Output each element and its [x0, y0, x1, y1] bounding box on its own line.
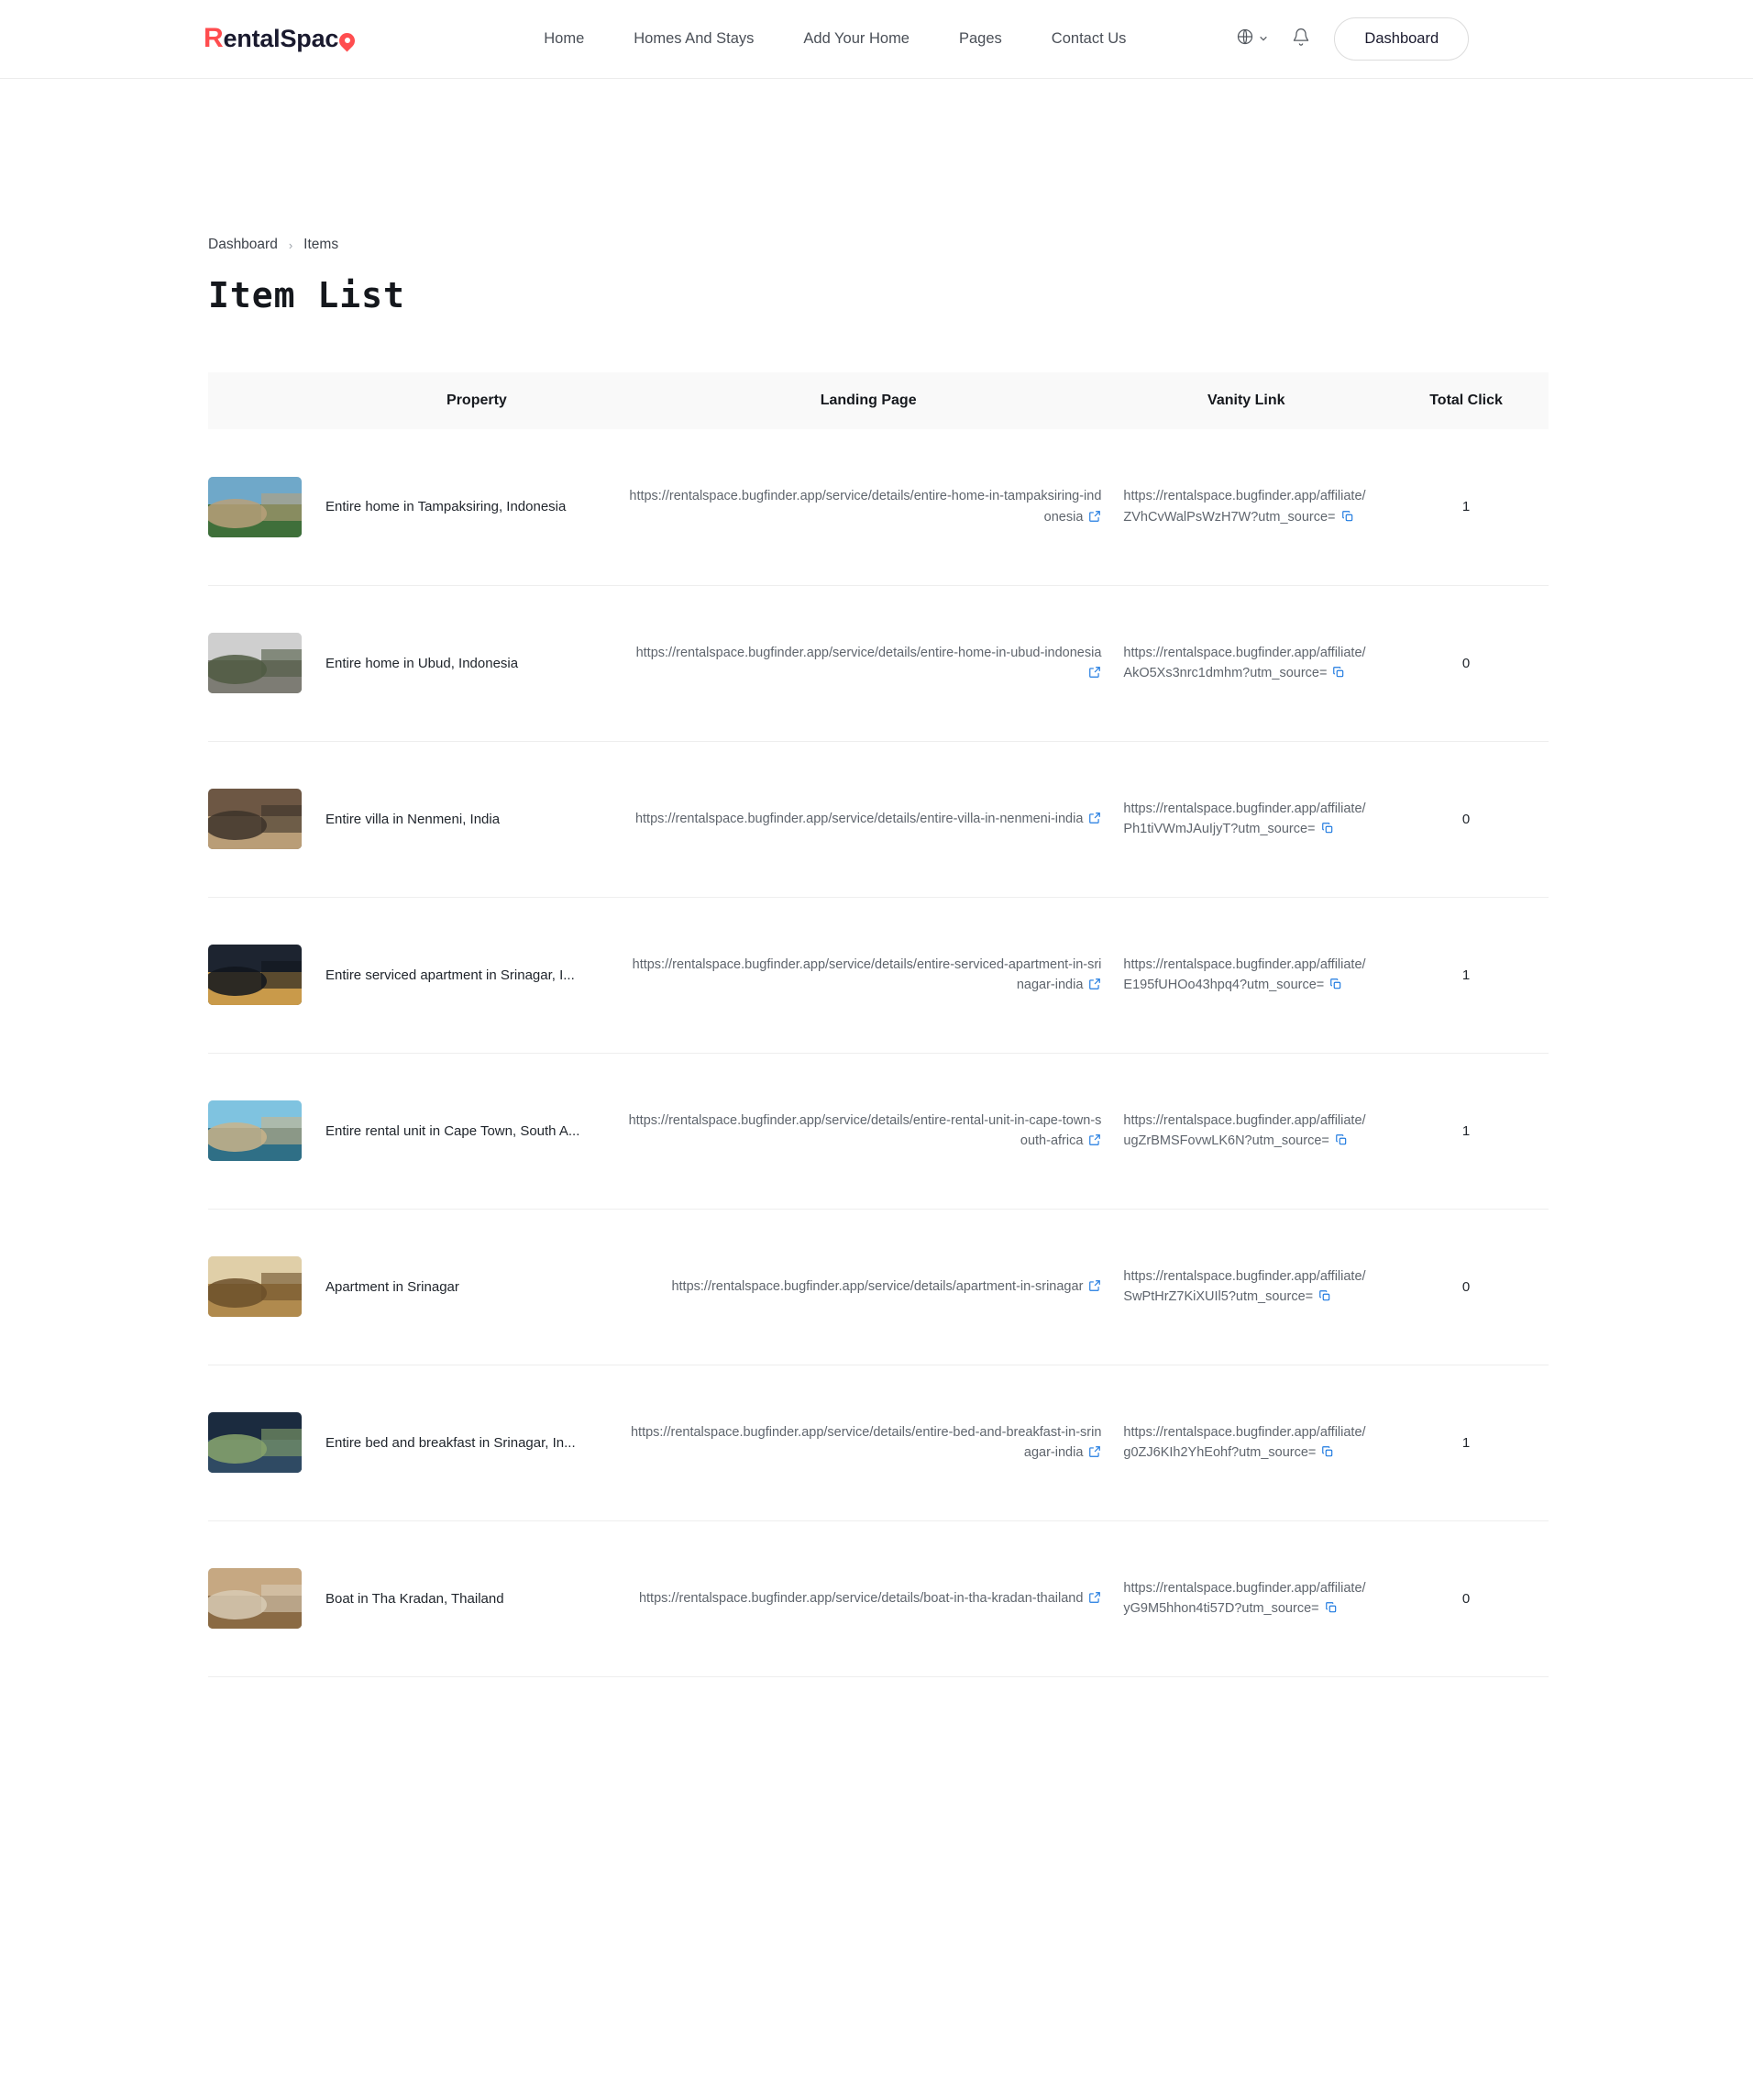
- nav-item-add-your-home[interactable]: Add Your Home: [803, 30, 910, 47]
- table-row[interactable]: [208, 741, 1549, 897]
- external-link-icon[interactable]: [1088, 665, 1101, 678]
- item-list-table: [208, 372, 1549, 1677]
- cell-landing-page: [628, 741, 1109, 897]
- cell-thumbnail: [208, 1365, 325, 1520]
- landing-page-url[interactable]: https://rentalspace.bugfinder.app/service/details/entire-home-in-ubud-indonesia: [635, 645, 1102, 660]
- property-thumbnail: [208, 1100, 302, 1161]
- page-content: [0, 237, 1753, 1677]
- vanity-link-url[interactable]: https://rentalspace.bugfinder.app/affiliate/ugZrBMSFovwLK6N?utm_source=: [1123, 1112, 1366, 1148]
- external-link-icon[interactable]: [1088, 977, 1101, 989]
- cell-total-click: 0: [1461, 655, 1471, 671]
- site-header: [0, 0, 1753, 79]
- table-row[interactable]: [208, 429, 1549, 585]
- cell-property: [325, 1053, 628, 1209]
- property-name: Entire home in Ubud, Indonesia: [325, 655, 519, 671]
- cell-vanity-link: [1108, 897, 1384, 1053]
- cell-total-click: 1: [1461, 1434, 1471, 1451]
- table-row[interactable]: [208, 1365, 1549, 1520]
- dashboard-button[interactable]: Dashboard: [1334, 17, 1469, 61]
- cell-landing-page: [628, 1520, 1109, 1676]
- chevron-down-icon: [1259, 31, 1268, 48]
- cell-vanity-link: [1108, 1209, 1384, 1365]
- cell-total-click: 1: [1461, 1122, 1471, 1139]
- copy-icon[interactable]: [1329, 977, 1342, 989]
- vanity-link-url[interactable]: https://rentalspace.bugfinder.app/affiliate/AkO5Xs3nrc1dmhm?utm_source=: [1123, 645, 1366, 680]
- table-row[interactable]: [208, 897, 1549, 1053]
- vanity-link-url[interactable]: https://rentalspace.bugfinder.app/affiliate/yG9M5hhon4ti57D?utm_source=: [1123, 1580, 1366, 1616]
- landing-page-url[interactable]: https://rentalspace.bugfinder.app/service/details/boat-in-tha-kradan-thailand: [638, 1590, 1084, 1606]
- cell-property: [325, 741, 628, 897]
- page-title: Item List: [208, 275, 405, 315]
- property-thumbnail: [208, 1568, 302, 1629]
- brand-logo-text: entalSpac: [223, 25, 339, 52]
- map-pin-icon: [339, 33, 355, 49]
- property-name: Entire villa in Nenmeni, India: [325, 811, 501, 827]
- cell-property: [325, 585, 628, 741]
- copy-icon[interactable]: [1321, 1444, 1334, 1457]
- cell-property: [325, 1520, 628, 1676]
- copy-icon[interactable]: [1318, 1288, 1331, 1301]
- cell-total-click: 0: [1461, 1590, 1471, 1607]
- cell-vanity-link: [1108, 1365, 1384, 1520]
- cell-thumbnail: [208, 1209, 325, 1365]
- breadcrumb-items[interactable]: Items: [303, 237, 339, 252]
- vanity-link-url[interactable]: https://rentalspace.bugfinder.app/affiliate/ZVhCvWalPsWzH7W?utm_source=: [1123, 489, 1366, 525]
- cell-thumbnail: [208, 1053, 325, 1209]
- cell-property: [325, 897, 628, 1053]
- globe-icon: [1236, 28, 1254, 50]
- property-thumbnail: [208, 1256, 302, 1317]
- property-thumbnail: [208, 945, 302, 1005]
- external-link-icon[interactable]: [1088, 1278, 1101, 1291]
- external-link-icon[interactable]: [1088, 1444, 1101, 1457]
- property-thumbnail: [208, 633, 302, 693]
- cell-vanity-link: [1108, 1053, 1384, 1209]
- cell-landing-page: [628, 1053, 1109, 1209]
- cell-thumbnail: [208, 1520, 325, 1676]
- property-name: Apartment in Srinagar: [325, 1278, 459, 1295]
- column-header-thumbnail: [208, 372, 325, 429]
- landing-page-url[interactable]: https://rentalspace.bugfinder.app/service/details/entire-home-in-tampaksiring-indonesia: [629, 489, 1102, 525]
- vanity-link-url[interactable]: https://rentalspace.bugfinder.app/affiliate/Ph1tiVWmJAuIjyT?utm_source=: [1123, 801, 1366, 836]
- column-header-total-click: Total Click: [1429, 392, 1503, 408]
- landing-page-url[interactable]: https://rentalspace.bugfinder.app/service/details/apartment-in-srinagar: [671, 1278, 1084, 1294]
- vanity-link-url[interactable]: https://rentalspace.bugfinder.app/affiliate/SwPtHrZ7KiXUIl5?utm_source=: [1123, 1268, 1366, 1304]
- nav-item-contact-us[interactable]: Contact Us: [1051, 30, 1127, 47]
- property-thumbnail: [208, 477, 302, 537]
- cell-total-click: 0: [1461, 811, 1471, 827]
- property-name: Entire serviced apartment in Srinagar, I...: [325, 967, 575, 983]
- cell-landing-page: [628, 897, 1109, 1053]
- cell-property: [325, 1209, 628, 1365]
- property-name: Boat in Tha Kradan, Thailand: [325, 1590, 504, 1607]
- header-actions: [1236, 17, 1469, 61]
- table-row[interactable]: [208, 585, 1549, 741]
- property-name: Entire home in Tampaksiring, Indonesia: [325, 499, 567, 515]
- property-thumbnail: [208, 1412, 302, 1473]
- notifications-button[interactable]: [1292, 28, 1310, 50]
- table-head: [208, 372, 1549, 429]
- main-navigation: [544, 30, 1126, 48]
- cell-thumbnail: [208, 585, 325, 741]
- vanity-link-url[interactable]: https://rentalspace.bugfinder.app/affiliate/E195fUHOo43hpq4?utm_source=: [1123, 956, 1366, 992]
- external-link-icon[interactable]: [1088, 1590, 1101, 1603]
- cell-vanity-link: [1108, 1520, 1384, 1676]
- property-thumbnail: [208, 789, 302, 849]
- bell-icon: [1292, 28, 1310, 50]
- cell-thumbnail: [208, 429, 325, 585]
- cell-thumbnail: [208, 741, 325, 897]
- external-link-icon[interactable]: [1088, 1133, 1101, 1145]
- cell-landing-page: [628, 429, 1109, 585]
- column-header-vanity-link: Vanity Link: [1207, 392, 1285, 408]
- cell-vanity-link: [1108, 585, 1384, 741]
- item-list-table-wrapper: [208, 372, 1549, 1677]
- cell-total-click: 1: [1461, 499, 1471, 515]
- copy-icon[interactable]: [1325, 1600, 1338, 1613]
- table-row[interactable]: [208, 1209, 1549, 1365]
- cell-landing-page: [628, 1209, 1109, 1365]
- breadcrumb-separator-icon: ›: [288, 238, 293, 252]
- cell-thumbnail: [208, 897, 325, 1053]
- column-header-property: Property: [447, 392, 507, 408]
- external-link-icon[interactable]: [1088, 811, 1101, 823]
- column-header-landing-page: Landing Page: [820, 392, 917, 408]
- cell-vanity-link: [1108, 741, 1384, 897]
- cell-vanity-link: [1108, 429, 1384, 585]
- property-name: Entire rental unit in Cape Town, South A...: [325, 1122, 580, 1139]
- brand-logo[interactable]: [204, 24, 355, 55]
- landing-page-url[interactable]: https://rentalspace.bugfinder.app/service/details/entire-rental-unit-in-cape-town-south-africa: [628, 1112, 1102, 1148]
- nav-item-home[interactable]: Home: [544, 30, 585, 47]
- table-body: [208, 429, 1549, 1676]
- table-header-row: [208, 372, 1549, 429]
- cell-total-click: 1: [1461, 967, 1471, 983]
- brand-logo-initial: R: [204, 22, 224, 53]
- nav-item-pages[interactable]: Pages: [959, 30, 1002, 47]
- property-name: Entire bed and breakfast in Srinagar, In...: [325, 1434, 576, 1451]
- cell-property: [325, 429, 628, 585]
- language-selector[interactable]: [1236, 28, 1268, 50]
- landing-page-url[interactable]: https://rentalspace.bugfinder.app/service/details/entire-bed-and-breakfast-in-srinagar-india: [630, 1424, 1102, 1460]
- copy-icon[interactable]: [1321, 821, 1334, 834]
- landing-page-url[interactable]: https://rentalspace.bugfinder.app/service/details/entire-serviced-apartment-in-srinagar-india: [632, 956, 1102, 992]
- cell-landing-page: [628, 1365, 1109, 1520]
- table-row[interactable]: [208, 1520, 1549, 1676]
- table-row[interactable]: [208, 1053, 1549, 1209]
- cell-total-click: 0: [1461, 1278, 1471, 1295]
- cell-property: [325, 1365, 628, 1520]
- nav-item-homes-and-stays[interactable]: Homes And Stays: [634, 30, 755, 47]
- copy-icon[interactable]: [1335, 1133, 1348, 1145]
- copy-icon[interactable]: [1341, 509, 1354, 522]
- external-link-icon[interactable]: [1088, 509, 1101, 522]
- cell-landing-page: [628, 585, 1109, 741]
- vanity-link-url[interactable]: https://rentalspace.bugfinder.app/affiliate/g0ZJ6KIh2YhEohf?utm_source=: [1123, 1424, 1366, 1460]
- landing-page-url[interactable]: https://rentalspace.bugfinder.app/service/details/entire-villa-in-nenmeni-india: [634, 811, 1084, 826]
- copy-icon[interactable]: [1332, 665, 1345, 678]
- breadcrumb-dashboard[interactable]: Dashboard: [208, 237, 278, 252]
- breadcrumb: [208, 237, 1661, 253]
